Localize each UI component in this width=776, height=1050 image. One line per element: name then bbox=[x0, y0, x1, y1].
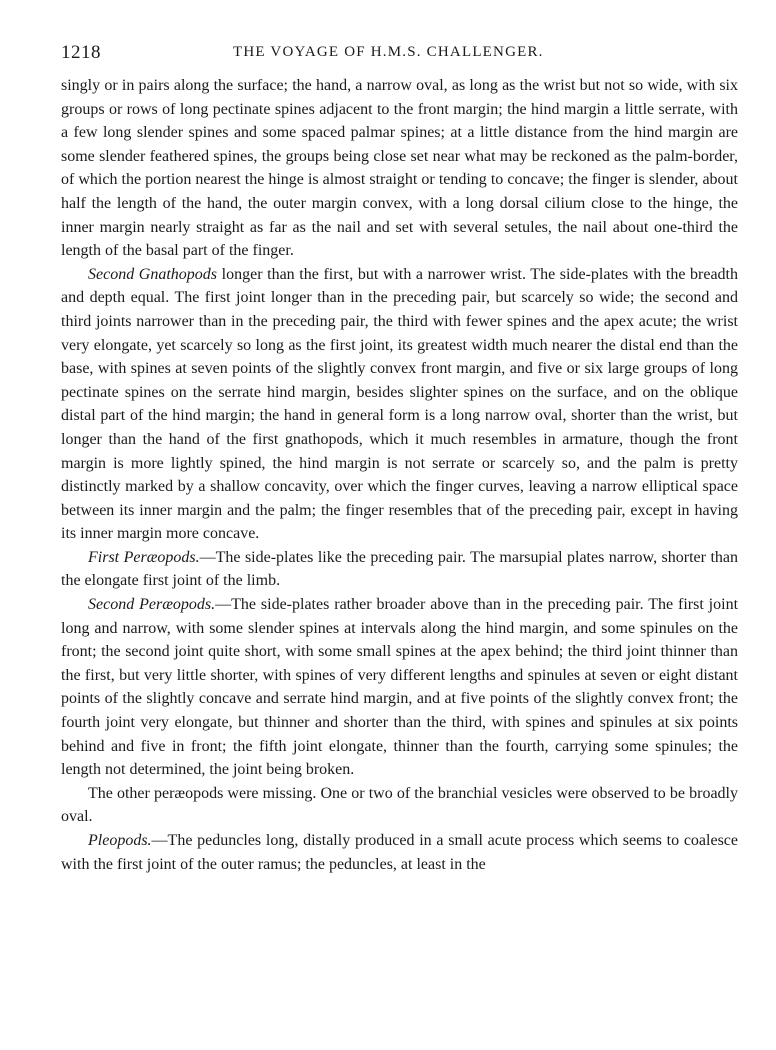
paragraph-continued-first-gnathopods bbox=[61, 74, 738, 263]
book-page bbox=[61, 36, 738, 876]
body-text bbox=[61, 74, 738, 876]
paragraph-text: singly or in pairs along the surface; the hand, a narrow oval, as long as the wrist but not so wide, with six groups or rows of long pectinate spines adjacent to the front margin; the hind margin a little serrate, with a few long slender spines and some spaced palmar spines; at a little distance from the hind margin are some slender feathered spines, the groups being close set near what may be reckoned as the palm-border, of which the portion nearest the hinge is almost straight or tending to concave; the finger is slender, about half the length of the hand, the outer margin convex, with a long dorsal cilium close to the hinge, the inner margin nearly straight as far as the nail and set with several setules, the nail about one-third the length of the basal part of the finger. bbox=[61, 77, 738, 260]
paragraph-first-peraeopods bbox=[61, 546, 738, 593]
paragraph-second-peraeopods bbox=[61, 593, 738, 782]
paragraph-text: —The peduncles long, distally produced in a small acute process which seems to coalesce with the first joint of the outer ramus; the peduncles, at least in the bbox=[61, 832, 738, 873]
section-heading: Pleopods. bbox=[88, 832, 152, 849]
paragraph-text: longer than the first, but with a narrower wrist. The side-plates with the breadth and depth equal. The first joint longer than in the preceding pair, but scarcely so wide; the second and third joints narrower than in the preceding pair, the third with fewer spines and the apex acute; the wrist very elongate, yet scarcely so long as the first joint, its greatest width much nearer the distal end than the base, with spines at seven points of the slightly convex front margin, and five or six large groups of long pectinate spines on the serrate hind margin, besides slighter spines on the surface, and on the oblique distal part of the hind margin; the hand in general form is a long narrow oval, shorter than the wrist, but longer than the hand of the first gnathopods, which it much resembles in armature, though the front margin is more lightly spined, the hind margin is not serrate or scarcely so, and the palm is pretty distinctly marked by a shallow concavity, over which the finger curves, leaving a narrow elliptical space between its inner margin and the palm; the finger resembles that of the preceding pair, except in having its inner margin more concave. bbox=[61, 265, 739, 543]
page-number: 1218 bbox=[61, 42, 101, 63]
section-heading: First Peræopods. bbox=[88, 548, 200, 566]
paragraph-text: The other peræopods were missing. One or two of the branchial vesicles were observed to be broadly oval. bbox=[61, 784, 738, 826]
running-title: THE VOYAGE OF H.M.S. CHALLENGER. bbox=[233, 44, 544, 60]
paragraph-other-peraeopods bbox=[61, 782, 738, 829]
paragraph-pleopods bbox=[61, 829, 738, 876]
paragraph-text: —The side-plates rather broader above than in the preceding pair. The first joint long and narrow, with some slender spines at intervals along the hind margin, and some spinules on the front; the second joint quite short, with some small spines at the apex behind; the third joint thinner than the first, but very little shorter, with spines of very different lengths and spinules at seven or eight distant points of the slightly concave and serrate hind margin, and at five points of the slightly convex front; the fourth joint very elongate, but thinner and shorter than the third, with spines and spinules at six points behind and five in front; the fifth joint elongate, thinner than the fourth, carrying some spinules; the length not determined, the joint being broken. bbox=[61, 596, 739, 779]
section-heading: Second Gnathopods bbox=[88, 265, 218, 283]
paragraph-text: —The side-plates like the preceding pair. The marsupial plates narrow, shorter than the elongate first joint of the limb. bbox=[61, 548, 738, 590]
section-heading: Second Peræopods. bbox=[88, 596, 216, 614]
running-head bbox=[61, 36, 738, 66]
paragraph-second-gnathopods bbox=[61, 263, 738, 546]
